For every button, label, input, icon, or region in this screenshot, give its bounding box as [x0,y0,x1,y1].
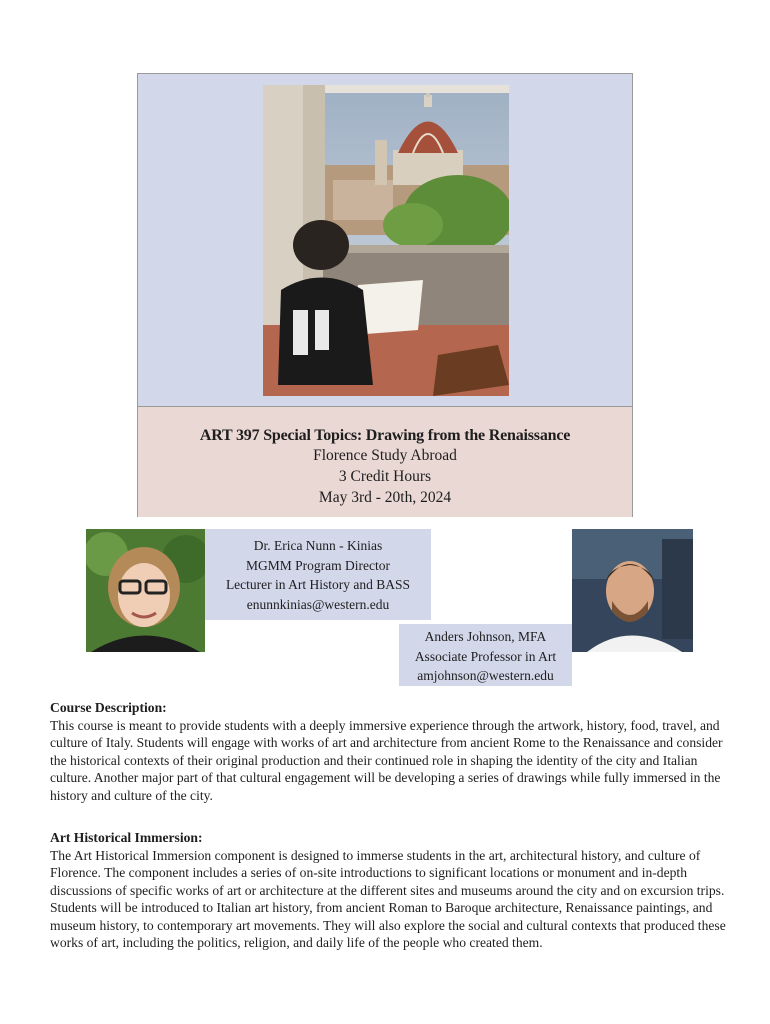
instructor-photo-nunn [86,529,205,652]
instructor-photo-johnson [572,529,693,652]
instructor-email: enunnkinias@western.edu [246,596,390,612]
instructor-name: Anders Johnson, MFA [424,629,547,644]
course-description-section [50,699,730,804]
art-historical-immersion-section [50,829,730,952]
course-flyer-card [137,73,633,517]
section-body: This course is meant to provide students with a deeply immersive experience through the artwork, history, food, travel, and culture of Italy. Students will engage with works of art and architecture from ancient Rome to the Renaissance and consider the historical contexts of their original production and their continued role in shaping the identity of the city and Italian culture. Another major part of that cultural engagement will be developing a series of drawings while fully immersed in the history and culture of the city. [50,717,723,803]
section-body: The Art Historical Immersion component is designed to immerse students in the art, architectural history, and culture of Florence. The component includes a series of on-site introductions to significant locations or monument and in-depth discussions of specific works of art or architecture at the different sites and museums around the city and on excursion trips. Students will be introduced to Italian art history, from ancient Roman to Baroque architecture, Renaissance paintings, and museum history, to contemporary art movements. They will also explore the social and cultural contexts that produced these works of art, including the politics, religion, and daily life of the people who created them. [50,847,726,950]
course-title-band [138,406,632,517]
credit-hours: 3 Credit Hours [338,468,432,485]
instructor-role: Associate Professor in Art [414,648,557,664]
instructor-name: Dr. Erica Nunn - Kinias [253,538,383,553]
section-heading: Art Historical Immersion: [50,830,203,845]
instructor-info-nunn [205,529,431,620]
program-name: Florence Study Abroad [313,447,457,464]
instructor-email: amjohnson@western.edu [417,668,554,683]
course-title: ART 397 Special Topics: Drawing from the Renaissance [199,427,571,444]
instructor-role: MGMM Program Director [246,557,390,573]
instructor-info-johnson [399,624,572,686]
section-heading: Course Description: [50,700,167,715]
course-dates: May 3rd - 20th, 2024 [318,489,452,506]
florence-duomo-photo [263,85,509,396]
instructor-role: Lecturer in Art History and BASS [225,577,411,592]
